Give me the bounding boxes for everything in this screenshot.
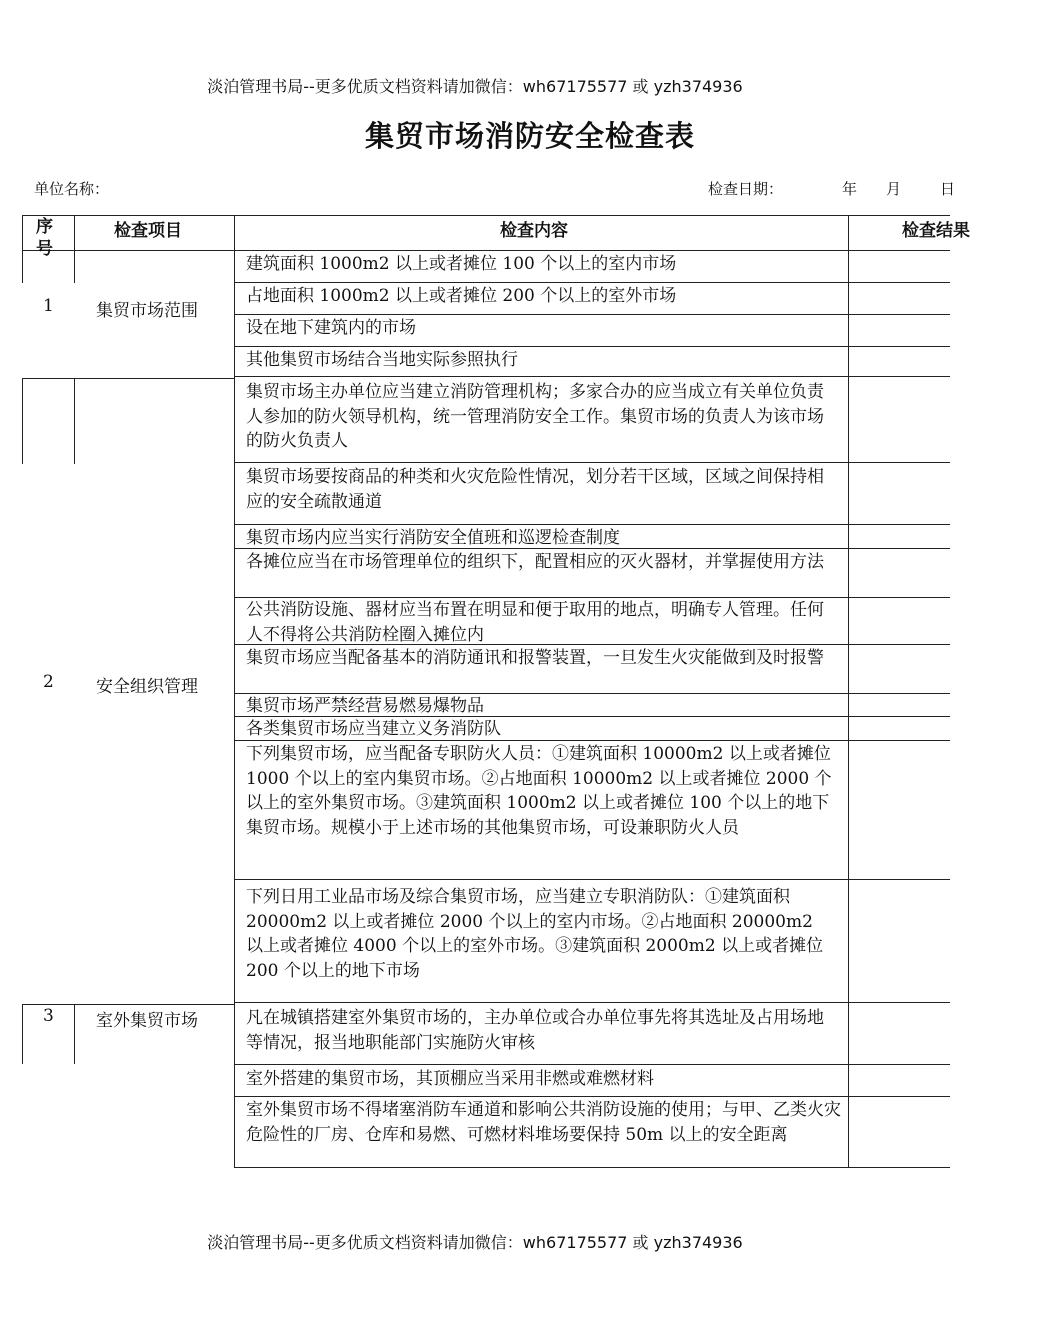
- check-row: 集贸市场严禁经营易燃易爆物品: [246, 696, 484, 716]
- date-label: 检查日期：: [708, 180, 784, 198]
- col-header-item: 检查项目: [114, 221, 182, 241]
- check-row: 占地面积 1000m2 以上或者摊位 200 个以上的室外市场: [246, 286, 677, 306]
- inspection-date: [708, 178, 955, 199]
- check-row: 建筑面积 1000m2 以上或者摊位 100 个以上的室内市场: [246, 254, 677, 274]
- check-row: 各类集贸市场应当建立义务消防队: [246, 719, 501, 739]
- check-row: 公共消防设施、器材应当布置在明显和便于取用的地点，明确专人管理。任何人不得将公共消防栓圈入摊位内: [246, 600, 824, 645]
- page-title: 集贸市场消防安全检查表: [364, 119, 695, 153]
- unit-name-label: 单位名称：: [34, 180, 110, 198]
- check-row: 集贸市场要按商品的种类和火灾危险性情况，划分若干区域，区域之间保持相应的安全疏散通道: [246, 467, 824, 512]
- check-row: 集贸市场内应当实行消防安全值班和巡逻检查制度: [246, 528, 620, 548]
- header-note: 淡泊管理书局--更多优质文档资料请加微信：wh67175577 或 yzh374936: [207, 77, 743, 96]
- section-2-item: 安全组织管理: [96, 677, 198, 697]
- month-label: 月: [886, 180, 902, 198]
- footer-note: 淡泊管理书局--更多优质文档资料请加微信：wh67175577 或 yzh374936: [207, 1233, 743, 1252]
- col-header-content: 检查内容: [500, 221, 568, 241]
- check-row: 设在地下建筑内的市场: [246, 318, 416, 338]
- col-header-result: 检查结果: [902, 221, 970, 241]
- section-2-no: 2: [43, 672, 54, 692]
- section-3-item: 室外集贸市场: [96, 1011, 198, 1031]
- check-row: 室外集贸市场不得堵塞消防车通道和影响公共消防设施的使用；与甲、乙类火灾危险性的厂房、仓库和易燃、可燃材料堆场要保持 50m 以上的安全距离: [246, 1100, 841, 1145]
- day-label: 日: [940, 180, 956, 198]
- col-header-no: 序号: [36, 217, 53, 259]
- check-row: 集贸市场应当配备基本的消防通讯和报警装置，一旦发生火灾能做到及时报警: [246, 648, 824, 668]
- check-row: 集贸市场主办单位应当建立消防管理机构；多家合办的应当成立有关单位负责人参加的防火领导机构，统一管理消防安全工作。集贸市场的负责人为该市场的防火负责人: [246, 382, 824, 451]
- section-1-no: 1: [43, 296, 54, 316]
- section-1-item: 集贸市场范围: [96, 301, 198, 321]
- check-row: 下列集贸市场，应当配备专职防火人员：①建筑面积 10000m2 以上或者摊位 1000 个以上的室内集贸市场。②占地面积 10000m2 以上或者摊位 2000 个以上的室外集贸市场。③建筑面积 1000m2 以上或者摊位 100 个以上的地下集贸市场。规模小于上述市场的其他集贸市场，可设兼职防火人员: [246, 744, 832, 838]
- check-row: 各摊位应当在市场管理单位的组织下，配置相应的灭火器材，并掌握使用方法: [246, 552, 824, 572]
- check-row: 下列日用工业品市场及综合集贸市场，应当建立专职消防队：①建筑面积 20000m2 以上或者摊位 2000 个以上的室内市场。②占地面积 20000m2 以上或者摊位 4000 个以上的室外市场。③建筑面积 2000m2 以上或者摊位 200 个以上的地下市场: [246, 887, 824, 981]
- section-3-no: 3: [43, 1006, 54, 1026]
- check-row: 凡在城镇搭建室外集贸市场的，主办单位或合办单位事先将其选址及占用场地等情况，报当地职能部门实施防火审核: [246, 1008, 824, 1053]
- check-row: 其他集贸市场结合当地实际参照执行: [246, 350, 518, 370]
- year-label: 年: [842, 180, 858, 198]
- check-row: 室外搭建的集贸市场，其顶棚应当采用非燃或难燃材料: [246, 1069, 654, 1089]
